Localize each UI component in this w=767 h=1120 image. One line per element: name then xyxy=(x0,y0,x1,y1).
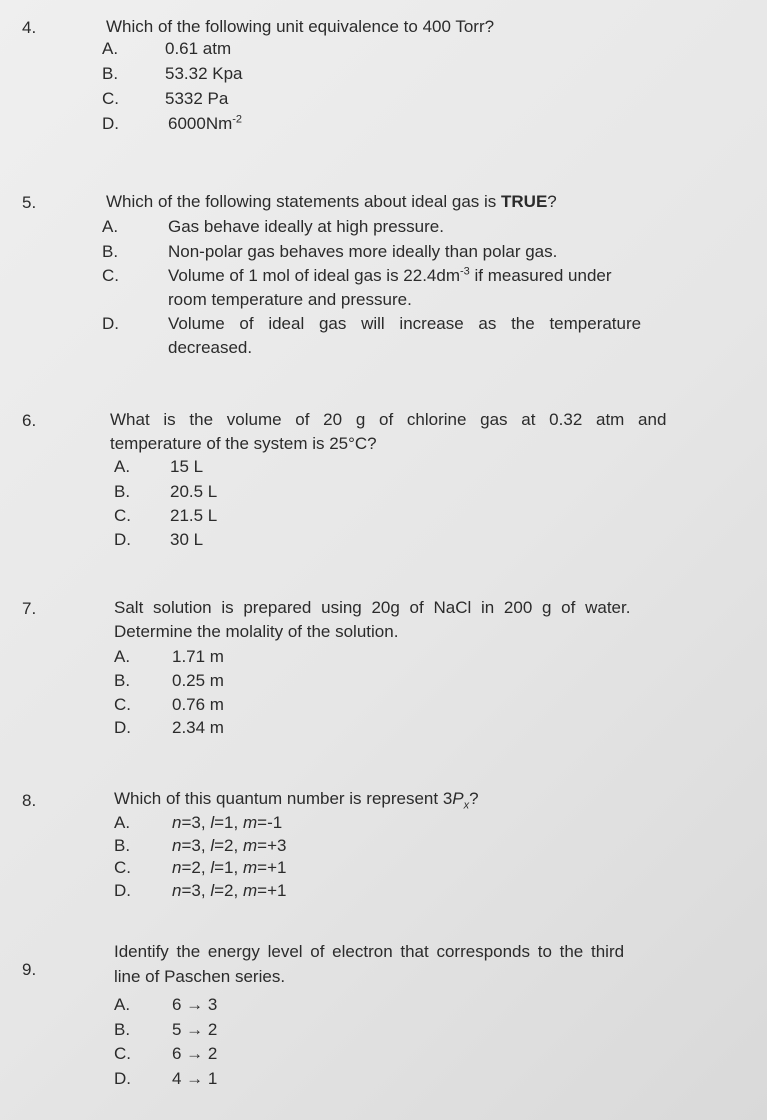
question-text: Which of this quantum number is represent $3P_x$? xyxy=(114,789,479,812)
question-number: 5. xyxy=(22,193,37,212)
question-text-line-2: line of Paschen series. xyxy=(114,967,286,986)
question-number: 8. xyxy=(22,791,37,810)
question-text: Which of the following statements about ideal gas is TRUE? xyxy=(106,192,557,211)
question-text-line-1: What is the volume of 20 g of chlorine gas at 0.32 atm and xyxy=(110,410,667,429)
question-text-line-2: temperature of the system is 25°C? xyxy=(110,434,377,453)
question-text: Which of the following unit equivalence to 400 Torr? xyxy=(106,17,495,36)
question-text-line-1: Salt solution is prepared using 20g of NaCl in 200 g of water. xyxy=(114,598,631,617)
question-number: 7. xyxy=(22,599,37,618)
question-text-line-2: Determine the molality of the solution. xyxy=(114,622,399,641)
question-number: 6. xyxy=(22,411,37,430)
question-number: 9. xyxy=(22,960,37,979)
question-text-line-1: Identify the energy level of electron that corresponds to the third xyxy=(114,942,625,961)
question-number: 4. xyxy=(22,18,37,37)
